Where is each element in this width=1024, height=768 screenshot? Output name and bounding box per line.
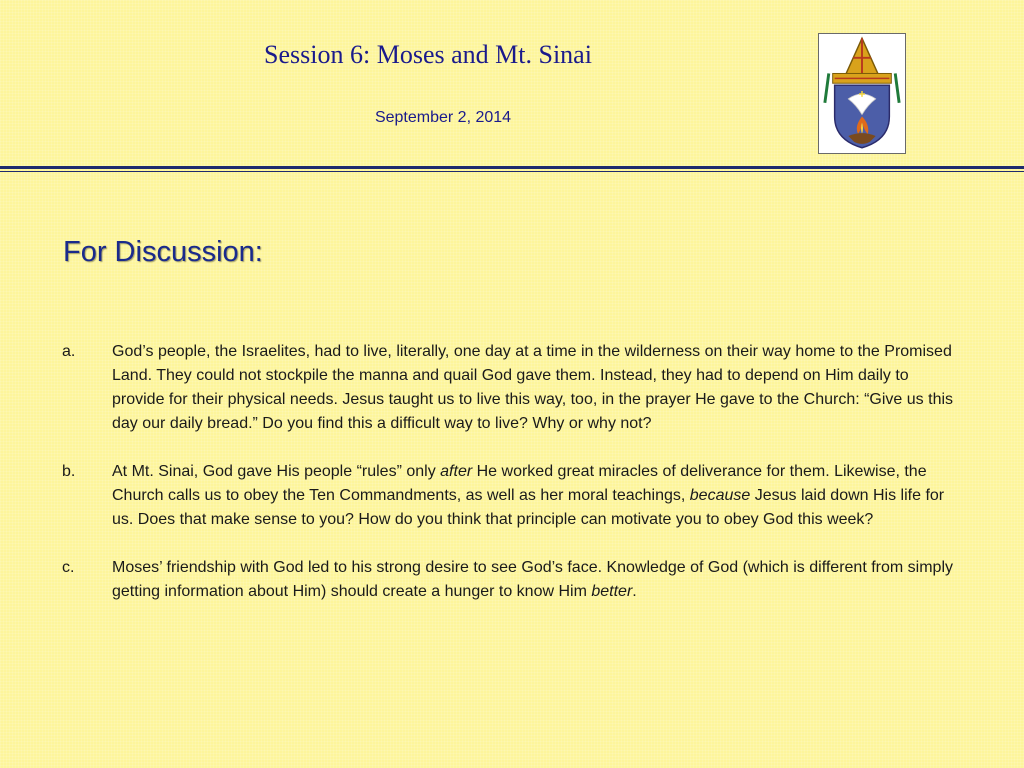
section-heading: For Discussion: — [63, 236, 263, 268]
item-text: Moses’ friendship with God led to his strong desire to see God’s face. Knowledge of God (which is different from simply getting information about Him) should create a hunger to know Him better. — [112, 559, 953, 600]
item-letter: b. — [62, 463, 76, 480]
discussion-item-a — [62, 340, 962, 436]
emphasis-because: because — [689, 487, 751, 504]
discussion-item-b — [62, 460, 962, 532]
crest-frame — [818, 33, 906, 154]
discussion-list — [62, 340, 962, 628]
item-letter: c. — [62, 559, 75, 576]
slide-date: September 2, 2014 — [374, 109, 512, 126]
emphasis-better: better — [591, 583, 633, 600]
item-text: At Mt. Sinai, God gave His people “rules” only after He worked great miracles of deliverance for them. Likewise, the Church calls us to obey the Ten Commandments, as well as her moral teachings, because Jesus laid down His life for us. Does that make sense to you? How do you think that principle can motivate you to obey God this week? — [112, 463, 945, 528]
item-letter: a. — [62, 343, 76, 360]
discussion-item-c — [62, 556, 962, 604]
item-text: God’s people, the Israelites, had to live, literally, one day at a time in the wilderness on their way home to the Promised Land. They could not stockpile the manna and quail God gave them. Instead, they had to depend on Him daily to provide for their physical needs. Jesus taught us to live this way, too, in the prayer He gave to the Church: “Give us this day our daily bread.” Do you find this a difficult way to live? Why or why not? — [112, 343, 954, 432]
coat-of-arms-icon — [819, 34, 905, 153]
slide-title: Session 6: Moses and Mt. Sinai — [264, 40, 592, 69]
emphasis-after: after — [440, 463, 473, 480]
header-divider — [0, 166, 1024, 169]
header-divider-thin — [0, 171, 1024, 172]
